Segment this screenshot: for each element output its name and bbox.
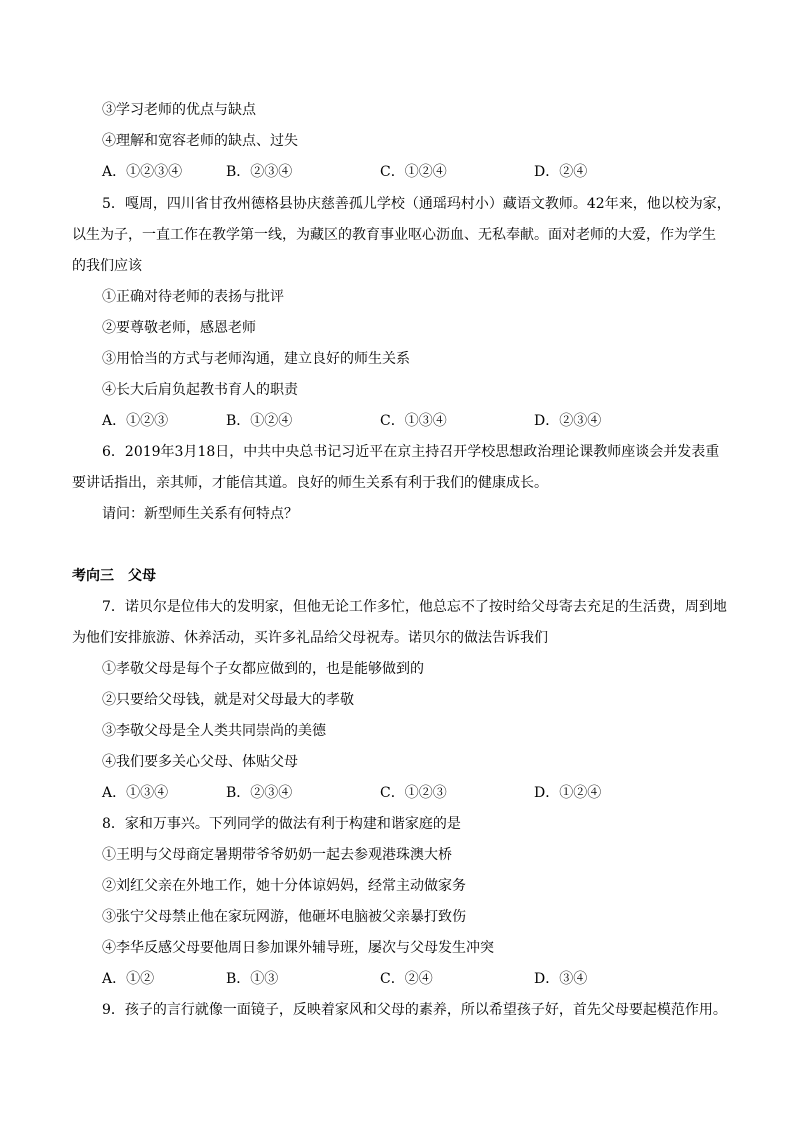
q6-stem-line-1: 6．2019年3月18日，中共中央总书记习近平在京主持召开学校思想政治理论课教师座谈会并发表重: [102, 444, 720, 460]
q7-option-c: C．①②③: [380, 785, 447, 801]
q5-stem-line-1: 5．嘎周，四川省甘孜州德格县协庆慈善孤儿学校（通瑶玛村小）藏语文教师。42年来，他以校为家，: [102, 196, 731, 212]
q7-stem-line-2: 为他们安排旅游、休养活动，买许多礼品给父母祝寿。诺贝尔的做法告诉我们: [72, 630, 548, 646]
q8-item-3: ③张宁父母禁止他在家玩网游，他砸坏电脑被父亲暴打致伤: [102, 909, 466, 925]
q7-item-2: ②只要给父母钱，就是对父母最大的孝敬: [102, 692, 354, 708]
q8-stem-line-1: 8．家和万事兴。下列同学的做法有利于构建和谐家庭的是: [102, 816, 461, 832]
q7-item-4: ④我们要多关心父母、体贴父母: [102, 754, 298, 770]
q8-option-d: D．③④: [534, 971, 588, 987]
q7-stem-line-1: 7．诺贝尔是位伟大的发明家，但他无论工作多忙，他总忘不了按时给父母寄去充足的生活费，周到地: [102, 599, 727, 615]
q8-item-4: ④李华反感父母要他周日参加课外辅导班，屡次与父母发生冲突: [102, 940, 494, 956]
q6-question: 请问：新型师生关系有何特点？: [102, 506, 298, 522]
q8-item-1: ①王明与父母商定暑期带爷爷奶奶一起去参观港珠澳大桥: [102, 847, 452, 863]
q7-item-1: ①孝敬父母是每个子女都应做到的，也是能够做到的: [102, 661, 424, 677]
q5-item-2: ②要尊敬老师，感恩老师: [102, 320, 256, 336]
q5-option-d: D．②③④: [534, 413, 602, 429]
q5-option-b: B．①②④: [226, 413, 293, 429]
q7-option-a: A．①③④: [102, 785, 169, 801]
q5-item-4: ④长大后肩负起教书育人的职责: [102, 382, 298, 398]
q5-option-a: A．①②③: [102, 413, 169, 429]
q5-item-1: ①正确对待老师的表扬与批评: [102, 289, 284, 305]
q6-stem-line-2: 要讲话指出，亲其师，才能信其道。良好的师生关系有利于我们的健康成长。: [72, 475, 548, 491]
q9-stem-line-1: 9．孩子的言行就像一面镜子，反映着家风和父母的素养，所以希望孩子好，首先父母要起模范作用。: [102, 1002, 727, 1018]
q8-item-2: ②刘红父亲在外地工作，她十分体谅妈妈，经常主动做家务: [102, 878, 466, 894]
q4-item-3: ③学习老师的优点与缺点: [102, 102, 256, 118]
q5-option-c: C．①③④: [380, 413, 447, 429]
q8-option-b: B．①③: [226, 971, 279, 987]
q5-stem-line-3: 的我们应该: [72, 258, 142, 274]
q4-option-a: A．①②③④: [102, 164, 183, 180]
section-heading-parents: 考向三 父母: [72, 568, 156, 584]
q4-option-d: D．②④: [534, 164, 588, 180]
q7-option-d: D．①②④: [534, 785, 602, 801]
q5-item-3: ③用恰当的方式与老师沟通，建立良好的师生关系: [102, 351, 410, 367]
q8-option-c: C．②④: [380, 971, 433, 987]
q8-option-a: A．①②: [102, 971, 155, 987]
q5-stem-line-2: 以生为子，一直工作在教学第一线，为藏区的教育事业呕心沥血、无私奉献。面对老师的大爱，作为学生: [72, 227, 716, 243]
q7-option-b: B．②③④: [226, 785, 293, 801]
q4-item-4: ④理解和宽容老师的缺点、过失: [102, 133, 298, 149]
q4-option-b: B．②③④: [226, 164, 293, 180]
q7-item-3: ③李敬父母是全人类共同崇尚的美德: [102, 723, 326, 739]
q4-option-c: C．①②④: [380, 164, 447, 180]
